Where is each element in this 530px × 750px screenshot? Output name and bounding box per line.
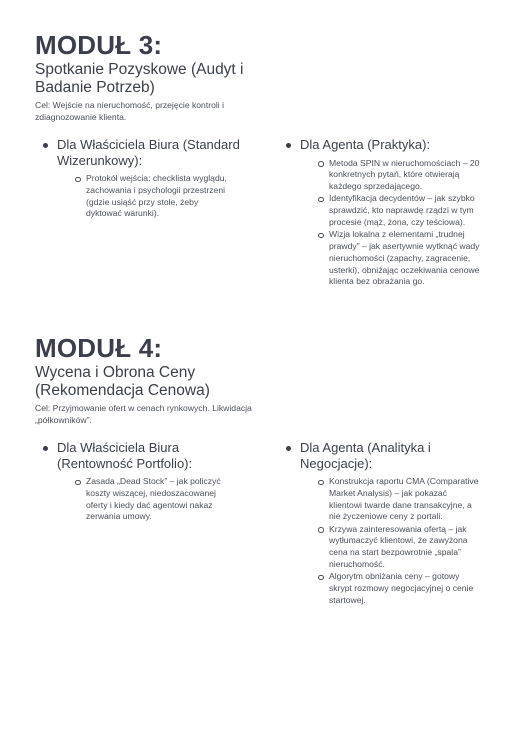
module-4-owner-column: [42, 440, 252, 524]
circle-bullet-icon: [318, 480, 324, 486]
bullet-icon: [43, 143, 48, 148]
module-3-goal: Cel: Wejście na nieruchomość, przejęcie kontroli i zdiagnozowanie klienta.: [35, 100, 224, 122]
list-item: [42, 173, 252, 220]
module-3-agent-column: [285, 137, 495, 289]
circle-bullet-icon: [75, 177, 81, 183]
module-4-section: [35, 333, 495, 605]
list-item: [285, 229, 495, 288]
list-item-text: Metoda SPIN w nieruchomościach – 20 konkretnych pytań, które otwierają każdego sprzedającego.: [329, 157, 480, 192]
module-3-subtitle: Spotkanie Pozyskowe (Audyt i Badanie Potrzeb): [35, 61, 244, 96]
list-item: [285, 476, 495, 523]
module-4-owner-heading-text: Dla Właściciela Biura (Rentowność Portfolio):: [57, 440, 193, 471]
list-item-text: Zasada „Dead Stock” – jak policzyć koszty wiszącej, niedoszacowanej oferty i kiedy dać agentowi nakaz zerwania umowy.: [86, 476, 221, 522]
module-4-owner-list: [42, 476, 252, 523]
bullet-icon: [43, 446, 48, 451]
module-3-agent-heading-text: Dla Agenta (Praktyka):: [300, 137, 431, 152]
list-item-text: Algorytm obniżania ceny – gotowy skrypt rozmowy negocjacyjnej o cenie startowej.: [329, 571, 474, 605]
module-4-goal: Cel: Przyjmowanie ofert w cenach rynkowych. Likwidacja „półkowników”.: [35, 403, 252, 425]
list-item: [42, 476, 252, 523]
module-4-owner-heading: [42, 440, 252, 471]
list-item-text: Identyfikacja decydentów – jak szybko sprawdzić, kto naprawdę rządzi w tym procesie (mąż, żona, czy teściowa).: [329, 193, 475, 227]
circle-bullet-icon: [318, 233, 324, 239]
circle-bullet-icon: [75, 480, 81, 486]
list-item-text: Krzywa zainteresowania ofertą – jak wytłumaczyć klientowi, że zawyżona cena na start bezpowrotnie „spala” nieruchomość.: [329, 523, 468, 570]
list-item: [285, 524, 495, 571]
circle-bullet-icon: [318, 575, 324, 581]
list-item-text: Wizja lokalna z elementami „trudnej prawdy” – jak asertywnie wytknąć wady nieruchomości (zapachy, zagracenie, usterki), obniżając oczekiwania cenowe klienta bez obrażania go.: [329, 229, 480, 287]
module-3-title: MODUŁ 3:: [35, 30, 163, 60]
module-3-owner-heading: [42, 137, 252, 168]
circle-bullet-icon: [318, 527, 324, 533]
module-4-agent-list: [285, 476, 495, 607]
circle-bullet-icon: [318, 161, 324, 167]
module-4-agent-heading: [285, 440, 495, 471]
bullet-icon: [286, 446, 291, 451]
module-3-agent-list: [285, 158, 495, 289]
list-item: [285, 571, 495, 606]
module-4-agent-column: [285, 440, 495, 607]
module-3-owner-column: [42, 137, 252, 221]
list-item: [285, 158, 495, 193]
module-3-agent-heading: [285, 137, 495, 153]
module-3-owner-list: [42, 173, 252, 220]
module-3-section: [35, 30, 495, 287]
list-item-text: Protokół wejścia: checklista wyglądu, zachowania i psychologii przestrzeni (gdzie usiąść przy stole, żeby dyktować warunki).: [86, 173, 227, 219]
circle-bullet-icon: [318, 197, 324, 203]
module-3-owner-heading-text: Dla Właściciela Biura (Standard Wizerunkowy):: [57, 137, 240, 168]
bullet-icon: [286, 143, 291, 148]
module-4-agent-heading-text: Dla Agenta (Analityka i Negocjacje):: [300, 440, 431, 471]
module-4-title: MODUŁ 4:: [35, 333, 163, 363]
list-item-text: Konstrukcja raportu CMA (Comparative Market Analysis) – jak pokazać klientowi twarde dane transakcyjne, a nie życzeniowe ceny z portali.: [329, 476, 479, 522]
module-4-subtitle: Wycena i Obrona Ceny (Rekomendacja Cenowa): [35, 364, 210, 399]
list-item: [285, 193, 495, 228]
